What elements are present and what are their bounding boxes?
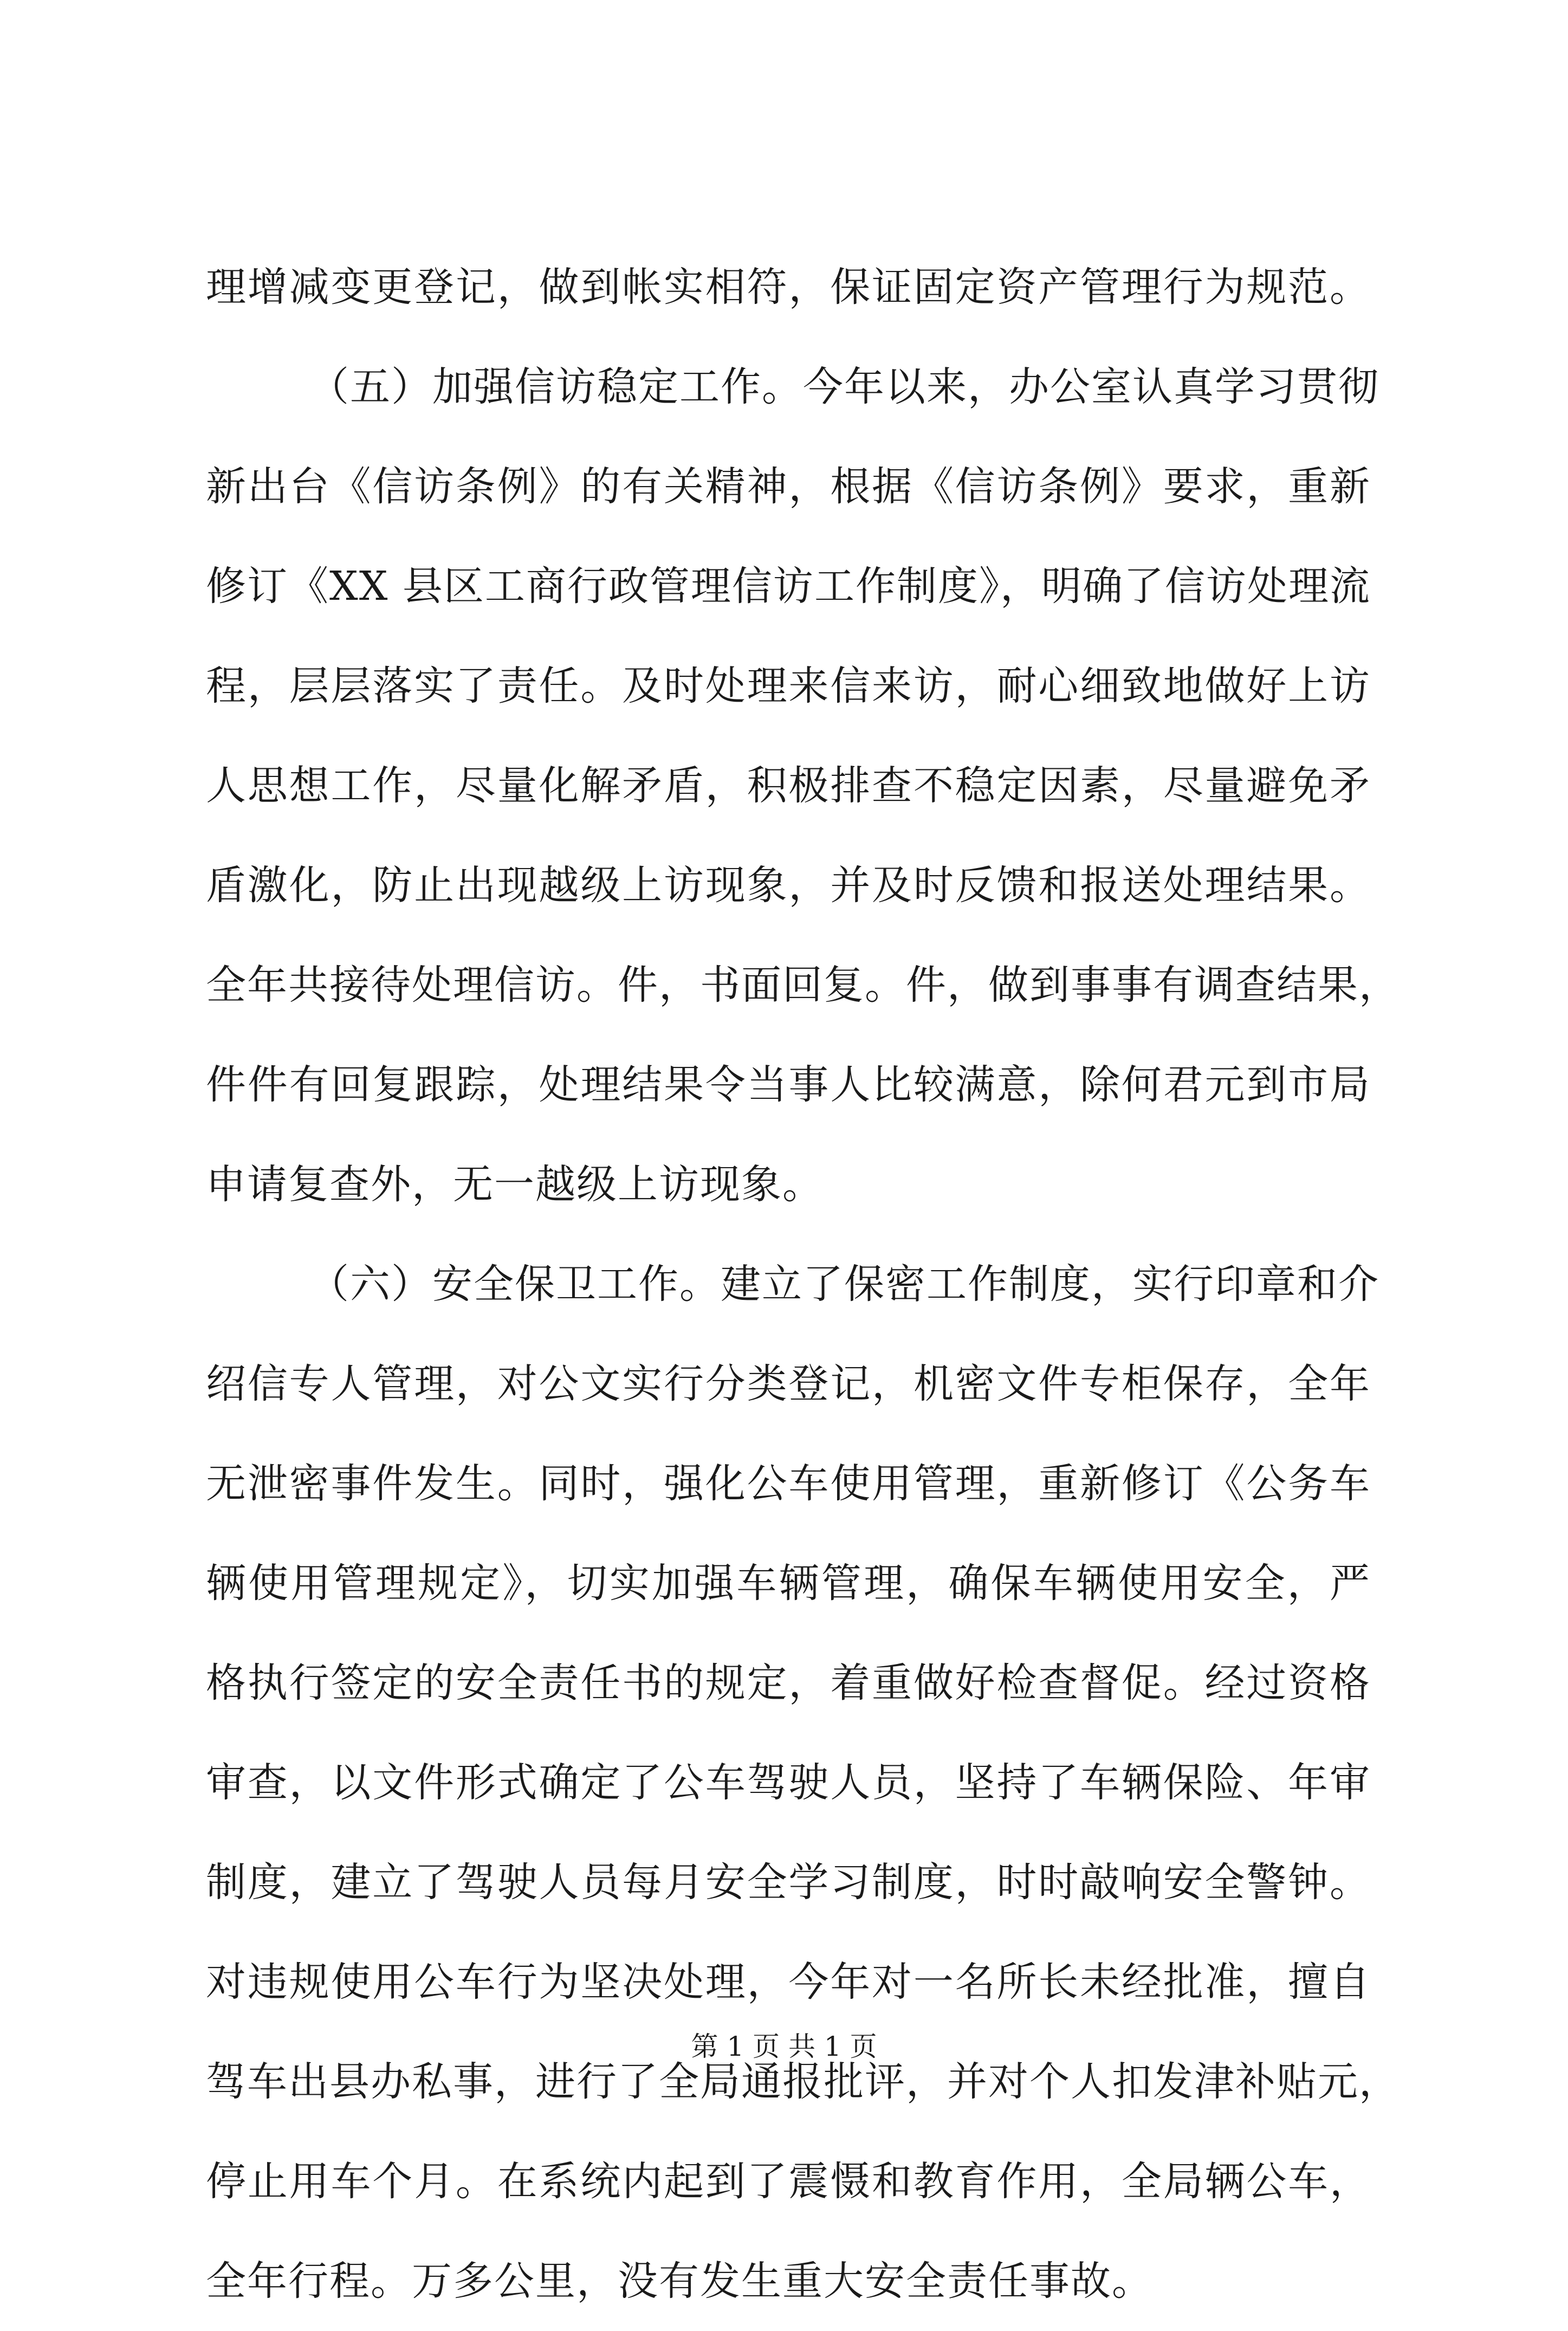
text-line: 审查，以文件形式确定了公车驾驶人员，坚持了车辆保险、年审 bbox=[206, 1759, 1371, 1806]
text-line-paragraph-start: （五）加强信访稳定工作。今年以来，办公室认真学习贯彻 bbox=[309, 364, 1379, 410]
text-line: 程，层层落实了责任。及时处理来信来访，耐心细致地做好上访 bbox=[206, 663, 1371, 709]
text-line: 全年共接待处理信访。件，书面回复。件，做到事事有调查结果， bbox=[206, 962, 1400, 1008]
text-line: 修订《XX 县区工商行政管理信访工作制度》，明确了信访处理流 bbox=[206, 563, 1371, 610]
text-line: 停止用车个月。在系统内起到了震慑和教育作用，全局辆公车， bbox=[206, 2158, 1371, 2205]
page-number-footer: 第 1 页 共 1 页 bbox=[691, 2031, 877, 2062]
text-line: 绍信专人管理，对公文实行分类登记，机密文件专柜保存，全年 bbox=[206, 1361, 1371, 1407]
text-line: 驾车出县办私事，进行了全局通报批评，并对个人扣发津补贴元， bbox=[206, 2058, 1400, 2105]
text-line: 理增减变更登记，做到帐实相符，保证固定资产管理行为规范。 bbox=[206, 264, 1371, 310]
text-line: 无泄密事件发生。同时，强化公车使用管理，重新修订《公务车 bbox=[206, 1460, 1371, 1507]
text-line: 人思想工作，尽量化解矛盾，积极排查不稳定因素，尽量避免矛 bbox=[206, 762, 1371, 809]
text-line: 盾激化，防止出现越级上访现象，并及时反馈和报送处理结果。 bbox=[206, 862, 1371, 909]
text-line: 格执行签定的安全责任书的规定，着重做好检查督促。经过资格 bbox=[206, 1660, 1371, 1706]
text-line-paragraph-end: 全年行程。万多公里，没有发生重大安全责任事故。 bbox=[206, 2258, 1153, 2304]
text-line: 件件有回复跟踪，处理结果令当事人比较满意，除何君元到市局 bbox=[206, 1061, 1371, 1108]
text-line: 制度，建立了驾驶人员每月安全学习制度，时时敲响安全警钟。 bbox=[206, 1859, 1371, 1906]
body-text bbox=[206, 237, 1400, 2331]
text-line-paragraph-end: 申请复查外，无一越级上访现象。 bbox=[206, 1161, 824, 1208]
text-line: 对违规使用公车行为坚决处理，今年对一名所长未经批准，擅自 bbox=[206, 1959, 1371, 2005]
text-line: 辆使用管理规定》，切实加强车辆管理，确保车辆使用安全，严 bbox=[206, 1560, 1371, 1607]
text-line-paragraph-start: （六）安全保卫工作。建立了保密工作制度，实行印章和介 bbox=[309, 1261, 1379, 1307]
text-line: 新出台《信访条例》的有关精神，根据《信访条例》要求，重新 bbox=[206, 463, 1371, 510]
